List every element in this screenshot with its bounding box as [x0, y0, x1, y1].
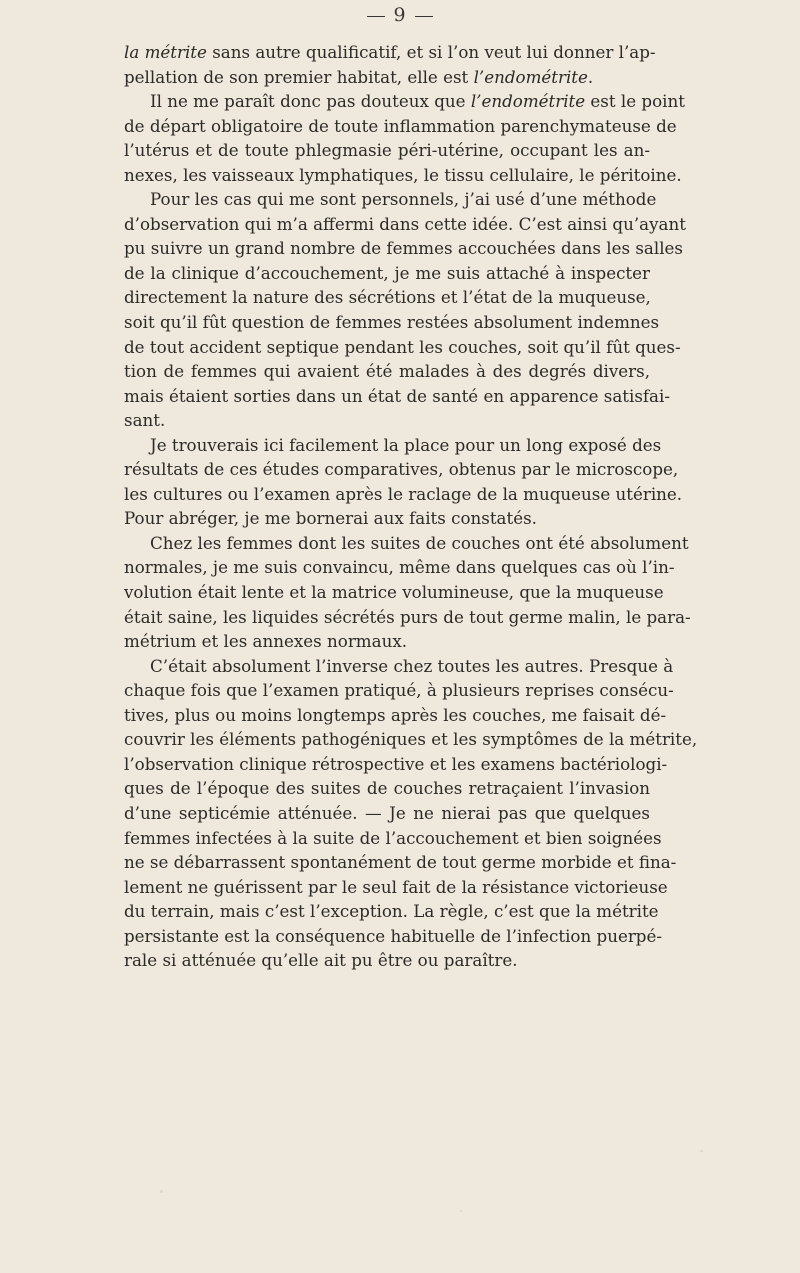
text-segment: nexes, les vaisseaux lymphatiques, le tissu cellulaire, le péritoine. [124, 164, 682, 185]
text-line [124, 40, 656, 65]
text-line [124, 948, 650, 973]
text-line [124, 727, 698, 752]
text-segment: chaque fois que l’examen pratiqué, à plusieurs reprises consécu- [124, 680, 674, 701]
text-segment: est le point [585, 91, 685, 112]
text-segment: les cultures ou l’examen après le raclage de la muqueuse utérine. [124, 483, 683, 504]
text-segment: volution était lente et la matrice volumineuse, que la muqueuse [124, 582, 664, 603]
text-segment: Pour abréger, je me bornerai aux faits constatés. [124, 508, 537, 529]
header-dash-left [367, 16, 385, 17]
text-line [124, 703, 667, 728]
text-line [124, 506, 650, 531]
text-line [124, 310, 660, 335]
text-line [124, 408, 650, 433]
text-segment: C’était absolument l’inverse chez toutes les autres. Presque à [150, 655, 674, 676]
text-segment: de départ obligatoire de toute inflammation parenchymateuse de [124, 115, 677, 136]
text-line [124, 187, 657, 212]
text-segment: pellation de son premier habitat, elle est [124, 66, 474, 87]
text-segment: ques de l’époque des suites de couches retraçaient l’invasion [124, 778, 650, 799]
text-segment: lement ne guérissent par le seul fait de la résistance victorieuse [124, 876, 668, 897]
text-line [124, 875, 668, 900]
text-line [124, 629, 650, 654]
text-line [124, 555, 675, 580]
text-segment: tives, plus ou moins longtemps après les couches, me faisait dé- [124, 704, 667, 725]
text-line [124, 236, 683, 261]
text-line [124, 384, 670, 409]
text-line [124, 924, 662, 949]
text-line [124, 752, 668, 777]
text-line [124, 285, 650, 310]
text-line [124, 678, 674, 703]
text-line [124, 163, 682, 188]
text-line [124, 114, 677, 139]
text-segment: . [587, 66, 594, 87]
text-line [124, 899, 659, 924]
text-segment: persistante est la conséquence habituelle de l’infection puerpé- [124, 925, 662, 946]
text-segment: d’une septicémie atténuée. — Je ne nierai pas que quelques [124, 802, 650, 823]
page-header [0, 4, 800, 26]
text-line [124, 89, 685, 114]
italic-term: la métrite [124, 42, 207, 62]
text-line [124, 261, 650, 286]
text-line [124, 65, 650, 90]
text-segment: rale si atténuée qu’elle ait pu être ou paraître. [124, 950, 518, 971]
text-segment: l’utérus et de toute phlegmasie péri-utérine, occupant les an- [124, 140, 650, 161]
text-line [124, 531, 689, 556]
text-segment: résultats de ces études comparatives, obtenus par le microscope, [124, 459, 679, 480]
text-line [124, 801, 650, 826]
header-dash-right [415, 16, 433, 17]
text-segment: l’observation clinique rétrospective et les examens bactériologi- [124, 753, 668, 774]
text-segment: Il ne me paraît donc pas douteux que [150, 91, 471, 112]
text-segment: ne se débarrassent spontanément de tout germe morbide et fina- [124, 852, 677, 873]
text-segment: Je trouverais ici facilement la place pour un long exposé des [150, 434, 662, 455]
text-segment: soit qu’il fût question de femmes restées absolument indemnes [124, 312, 660, 333]
paper-speck [700, 1150, 703, 1152]
text-segment: était saine, les liquides sécrétés purs de tout germe malin, le para- [124, 606, 691, 627]
text-segment: d’observation qui m’a affermi dans cette idée. C’est ainsi qu’ayant [124, 213, 686, 234]
text-line [124, 826, 662, 851]
text-segment: tion de femmes qui avaient été malades à des degrés divers, [124, 361, 650, 382]
page-number: 9 [393, 4, 407, 26]
text-line [124, 850, 677, 875]
text-segment: Chez les femmes dont les suites de couches ont été absolument [150, 532, 689, 553]
text-line [124, 433, 662, 458]
italic-term: l’endométrite [473, 66, 588, 87]
text-segment: de tout accident septique pendant les couches, soit qu’il fût ques- [124, 336, 681, 357]
paper-speck [160, 1190, 163, 1193]
text-segment: pu suivre un grand nombre de femmes accouchées dans les salles [124, 238, 683, 259]
text-line [124, 457, 679, 482]
text-segment: femmes infectées à la suite de l’accouchement et bien soignées [124, 827, 662, 848]
text-segment: du terrain, mais c’est l’exception. La règle, c’est que la métrite [124, 901, 659, 922]
text-line [124, 776, 650, 801]
paper-speck [460, 1210, 462, 1212]
text-line [124, 654, 674, 679]
body-text [124, 40, 698, 973]
text-segment: sans autre qualificatif, et si l’on veut lui donner l’ap- [206, 42, 656, 62]
text-line [124, 580, 664, 605]
text-line [124, 138, 650, 163]
text-segment: Pour les cas qui me sont personnels, j’ai usé d’une méthode [150, 189, 657, 210]
text-segment: de la clinique d’accouchement, je me suis attaché à inspecter [124, 262, 650, 283]
text-segment: métrium et les annexes normaux. [124, 631, 408, 652]
text-segment: couvrir les éléments pathogéniques et les symptômes de la métrite, [124, 729, 698, 750]
text-line [124, 359, 650, 384]
text-line [124, 335, 681, 360]
text-line [124, 482, 683, 507]
text-segment: mais étaient sorties dans un état de santé en apparence satisfai- [124, 385, 670, 406]
text-segment: directement la nature des sécrétions et l’état de la muqueuse, [124, 287, 651, 308]
text-segment: normales, je me suis convaincu, même dans quelques cas où l’in- [124, 557, 675, 578]
italic-term: l’endométrite [470, 91, 586, 112]
text-line [124, 212, 686, 237]
text-line [124, 605, 691, 630]
text-segment: sant. [124, 410, 166, 431]
